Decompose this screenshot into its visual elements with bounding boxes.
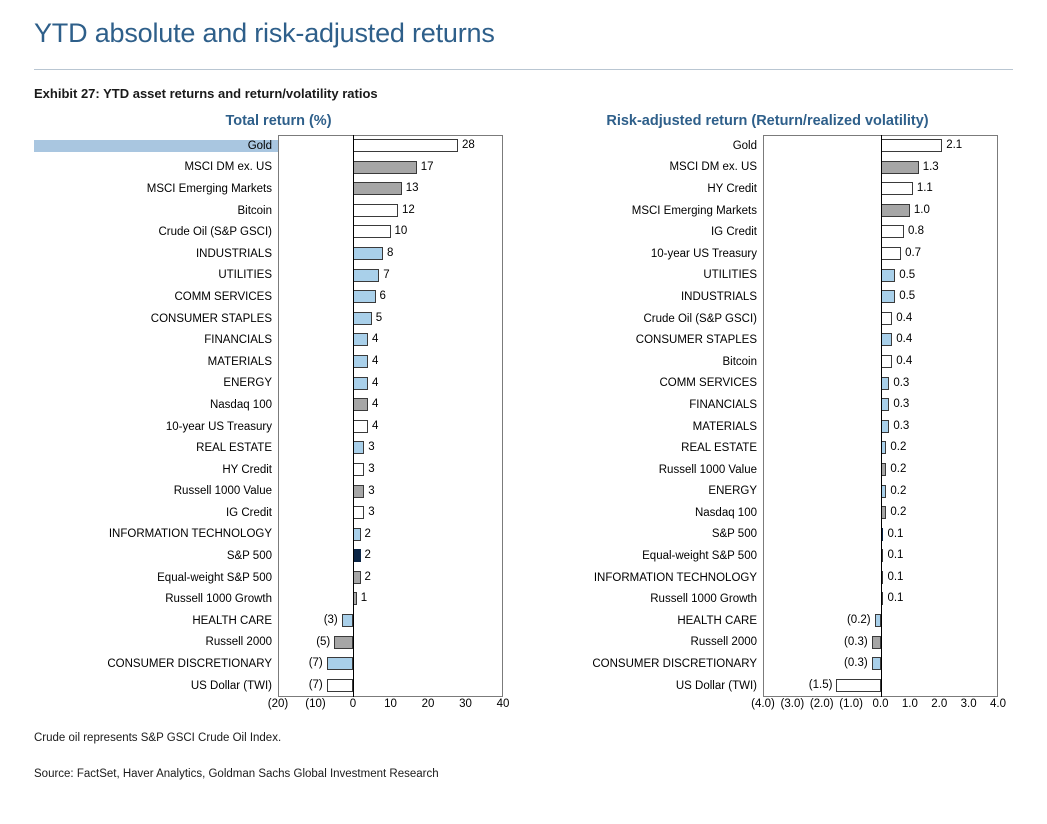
chart-row <box>523 243 1012 265</box>
category-label: IG Credit <box>710 226 757 239</box>
category-label: S&P 500 <box>226 550 272 563</box>
category-label: Crude Oil (S&P GSCI) <box>158 226 272 239</box>
bar <box>353 161 417 174</box>
chart-row <box>34 567 523 589</box>
bar-plot-cell <box>278 394 503 416</box>
bar-value-label: 4 <box>372 376 379 389</box>
category-label: CONSUMER DISCRETIONARY <box>592 658 757 671</box>
bar <box>353 571 361 584</box>
bar-value-label: 0.1 <box>887 592 904 605</box>
chart-row <box>523 610 1012 632</box>
chart-row <box>523 653 1012 675</box>
chart-row <box>523 481 1012 503</box>
bar-value-label: (7) <box>308 657 323 670</box>
bar-value-label: 1.0 <box>913 203 930 216</box>
bar <box>353 485 364 498</box>
bar-plot-cell <box>278 157 503 179</box>
charts-container <box>34 113 1013 714</box>
chart-title-risk-adjusted-return: Risk-adjusted return (Return/realized volatility) <box>606 113 929 129</box>
category-label: INFORMATION TECHNOLOGY <box>108 528 272 541</box>
bar-plot-cell <box>278 502 503 524</box>
bar <box>353 398 368 411</box>
bar <box>353 139 458 152</box>
bar <box>881 312 893 325</box>
bar-value-label: 7 <box>383 268 390 281</box>
bar <box>881 290 896 303</box>
bar-value-label: 4 <box>372 354 379 367</box>
category-label: HY Credit <box>222 463 272 476</box>
source-line: Source: FactSet, Haver Analytics, Goldman Sachs Global Investment Research <box>34 768 439 781</box>
bar <box>836 679 880 692</box>
bar-value-label: 0.1 <box>887 549 904 562</box>
chart-row <box>34 329 523 351</box>
bar-value-label: 2 <box>364 570 371 583</box>
x-tick-label: 2.0 <box>931 698 948 711</box>
category-label: Equal-weight S&P 500 <box>157 571 272 584</box>
bar-value-label: 2 <box>364 527 371 540</box>
bar <box>353 333 368 346</box>
bar-plot-cell <box>278 653 503 675</box>
bar <box>353 441 364 454</box>
chart-row <box>34 459 523 481</box>
chart-row <box>523 221 1012 243</box>
bar <box>327 679 353 692</box>
bar-value-label: 3 <box>368 484 375 497</box>
bar-value-label: 3 <box>368 462 375 475</box>
bar-value-label: 0.2 <box>890 441 907 454</box>
bar <box>881 398 890 411</box>
bar <box>353 420 368 433</box>
chart-row <box>34 481 523 503</box>
bar <box>881 355 893 368</box>
bar-value-label: 0.1 <box>887 570 904 583</box>
bar-value-label: 0.2 <box>890 506 907 519</box>
chart-row <box>523 157 1012 179</box>
chart-row <box>523 437 1012 459</box>
category-label: Russell 2000 <box>690 636 757 649</box>
bar <box>881 377 890 390</box>
chart-body-total-return <box>34 135 523 714</box>
bar-value-label: 0.7 <box>905 246 922 259</box>
bar <box>353 549 361 562</box>
x-tick-label: 0 <box>349 698 357 711</box>
category-label: Nasdaq 100 <box>209 398 272 411</box>
x-tick-label: 4.0 <box>990 698 1006 711</box>
x-tick-label: 1.0 <box>901 698 918 711</box>
bar-plot-cell <box>278 459 503 481</box>
bar-value-label: 0.4 <box>896 333 913 346</box>
bar-plot-cell <box>278 200 503 222</box>
chart-row <box>34 286 523 308</box>
bar-plot-cell <box>278 308 503 330</box>
bar <box>353 377 368 390</box>
category-label: UTILITIES <box>703 269 757 282</box>
bar-rows <box>34 135 523 696</box>
chart-row <box>34 610 523 632</box>
bar <box>342 614 353 627</box>
bar <box>872 657 881 670</box>
category-label: COMM SERVICES <box>659 377 757 390</box>
x-tick-label: 40 <box>496 698 510 711</box>
bar-plot-cell <box>278 481 503 503</box>
category-label: HY Credit <box>707 182 757 195</box>
bar <box>881 247 902 260</box>
bar-plot-cell <box>278 632 503 654</box>
category-label: REAL ESTATE <box>681 442 757 455</box>
chart-row <box>523 178 1012 200</box>
bar-value-label: 0.4 <box>896 354 913 367</box>
bar-plot-cell <box>278 178 503 200</box>
bar <box>353 463 364 476</box>
chart-row <box>34 545 523 567</box>
category-label: INFORMATION TECHNOLOGY <box>593 571 757 584</box>
bar <box>353 355 368 368</box>
chart-risk-adjusted-return <box>523 113 1012 714</box>
category-label: MATERIALS <box>692 420 757 433</box>
x-tick-label: (1.0) <box>839 698 863 711</box>
chart-row <box>34 221 523 243</box>
title-divider <box>34 69 1013 70</box>
exhibit-title: Exhibit 27: YTD asset returns and return/volatility ratios <box>34 86 378 101</box>
category-label: MSCI DM ex. US <box>669 161 757 174</box>
bar-plot-cell <box>278 416 503 438</box>
chart-row <box>34 437 523 459</box>
category-label: 10-year US Treasury <box>165 420 272 433</box>
category-label: IG Credit <box>225 506 272 519</box>
chart-row <box>523 329 1012 351</box>
bar-plot-cell <box>278 221 503 243</box>
bar <box>353 204 398 217</box>
bar <box>872 636 881 649</box>
chart-row <box>523 373 1012 395</box>
category-label: Russell 1000 Growth <box>650 593 757 606</box>
bar <box>881 420 890 433</box>
category-label: US Dollar (TWI) <box>190 679 272 692</box>
bar-value-label: 4 <box>372 333 379 346</box>
category-label: Russell 1000 Value <box>173 485 272 498</box>
category-label: Nasdaq 100 <box>694 506 757 519</box>
chart-row <box>523 567 1012 589</box>
bar <box>327 657 353 670</box>
bar-plot-cell <box>278 373 503 395</box>
category-label: Crude Oil (S&P GSCI) <box>643 312 757 325</box>
category-label: Russell 1000 Growth <box>165 593 272 606</box>
bar-value-label: (7) <box>308 678 323 691</box>
bar-value-label: 1.3 <box>922 160 939 173</box>
bar-plot-cell <box>278 329 503 351</box>
bar-plot-cell <box>278 524 503 546</box>
bar <box>353 506 364 519</box>
chart-row <box>523 675 1012 697</box>
bar <box>881 161 919 174</box>
page-title: YTD absolute and risk-adjusted returns <box>34 18 495 48</box>
bar-value-label: 1 <box>360 592 368 605</box>
bar-value-label: 0.5 <box>899 268 916 281</box>
category-label: MATERIALS <box>207 355 272 368</box>
chart-row <box>34 200 523 222</box>
chart-row <box>523 588 1012 610</box>
bar-plot-cell <box>278 243 503 265</box>
bar-value-label: (3) <box>323 614 338 627</box>
bar-value-label: 0.4 <box>896 311 913 324</box>
chart-row <box>34 243 523 265</box>
bar-value-label: 28 <box>462 139 475 151</box>
x-tick-label: 30 <box>459 698 472 711</box>
chart-total-return <box>34 113 523 714</box>
bar-value-label: 0.5 <box>899 290 916 303</box>
category-label: Bitcoin <box>237 204 272 217</box>
chart-row <box>34 351 523 373</box>
bar-value-label: 0.3 <box>893 398 910 411</box>
bar <box>353 225 391 238</box>
bar-value-label: (1.5) <box>808 678 833 691</box>
bar <box>881 269 896 282</box>
x-tick-label: 20 <box>421 698 435 711</box>
bar-value-label: (0.3) <box>844 657 868 670</box>
chart-row <box>523 200 1012 222</box>
bar-value-label: 6 <box>379 290 386 303</box>
category-label: FINANCIALS <box>204 334 272 347</box>
category-label: Gold <box>34 140 278 152</box>
chart-row <box>34 308 523 330</box>
chart-row <box>34 157 523 179</box>
bar-value-label: 3 <box>368 441 375 454</box>
category-label: Equal-weight S&P 500 <box>642 550 757 563</box>
chart-row <box>34 524 523 546</box>
chart-row <box>34 588 523 610</box>
bar <box>353 312 372 325</box>
chart-row <box>523 265 1012 287</box>
bar <box>334 636 353 649</box>
bar-plot-cell <box>278 286 503 308</box>
chart-row <box>523 459 1012 481</box>
bar-value-label: 2 <box>364 549 371 562</box>
category-label: INDUSTRIALS <box>195 247 272 260</box>
bar-value-label: (0.3) <box>844 635 868 648</box>
bar-plot-cell <box>278 545 503 567</box>
bar-value-label: 3 <box>368 506 375 519</box>
chart-body-risk-adjusted-return <box>523 135 1012 714</box>
chart-row <box>34 416 523 438</box>
bar-value-label: 1.1 <box>916 182 933 195</box>
category-label: Gold <box>732 139 757 152</box>
bar-plot-cell <box>278 567 503 589</box>
bar-value-label: (0.2) <box>846 614 871 627</box>
chart-row <box>523 502 1012 524</box>
x-axis-ticks <box>34 696 523 714</box>
bar <box>353 247 383 260</box>
category-label: REAL ESTATE <box>196 442 272 455</box>
bar-value-label: 0.3 <box>893 376 910 389</box>
bar <box>353 528 361 541</box>
bar-value-label: 12 <box>402 203 415 216</box>
zero-axis-line <box>353 135 354 697</box>
x-tick-label: (3.0) <box>780 698 805 711</box>
category-label: INDUSTRIALS <box>680 290 757 303</box>
category-label: CONSUMER STAPLES <box>635 334 757 347</box>
category-label: Bitcoin <box>722 355 757 368</box>
chart-row <box>523 394 1012 416</box>
x-tick-label: 10 <box>384 698 397 711</box>
chart-row <box>523 545 1012 567</box>
bar-value-label: 0.8 <box>908 225 924 238</box>
x-tick-label: (4.0) <box>751 698 775 711</box>
chart-row <box>34 675 523 697</box>
chart-row <box>523 416 1012 438</box>
bar-plot-cell <box>278 588 503 610</box>
bar <box>353 182 402 195</box>
bar-plot-cell <box>278 675 503 697</box>
bar <box>881 204 910 217</box>
x-tick-label: (2.0) <box>809 698 834 711</box>
bar <box>881 333 893 346</box>
x-tick-label: 0.0 <box>872 698 889 711</box>
category-label: MSCI DM ex. US <box>184 161 272 174</box>
chart-row <box>523 632 1012 654</box>
category-label: UTILITIES <box>218 269 272 282</box>
chart-row <box>523 286 1012 308</box>
bar <box>353 269 379 282</box>
chart-row <box>34 265 523 287</box>
chart-row <box>34 653 523 675</box>
bar-value-label: 8 <box>387 246 394 259</box>
chart-row <box>523 308 1012 330</box>
bar-plot-cell <box>278 265 503 287</box>
bar-plot-cell <box>278 610 503 632</box>
chart-title-total-return: Total return (%) <box>225 113 332 129</box>
chart-row <box>523 135 1012 157</box>
category-label: Russell 1000 Value <box>658 463 757 476</box>
bar-value-label: 13 <box>405 182 419 195</box>
chart-row <box>34 373 523 395</box>
chart-row <box>523 524 1012 546</box>
category-label: US Dollar (TWI) <box>675 679 757 692</box>
bar-value-label: 0.3 <box>893 419 910 432</box>
category-label: Russell 2000 <box>205 636 272 649</box>
bar-plot-cell <box>278 437 503 459</box>
x-axis-ticks <box>523 696 1012 714</box>
x-tick-label: (20) <box>267 698 289 711</box>
category-label: ENERGY <box>223 377 272 390</box>
category-label: HEALTH CARE <box>192 614 272 627</box>
x-tick-label: (10) <box>305 698 326 711</box>
chart-row <box>34 135 523 157</box>
bar <box>881 225 905 238</box>
category-label: HEALTH CARE <box>677 614 757 627</box>
zero-axis-line <box>881 135 882 697</box>
chart-row <box>523 351 1012 373</box>
bar <box>881 139 943 152</box>
category-label: MSCI Emerging Markets <box>631 204 757 217</box>
bar <box>353 290 376 303</box>
bar-rows <box>523 135 1012 696</box>
bar-value-label: 10 <box>394 225 408 238</box>
chart-row <box>34 178 523 200</box>
category-label: S&P 500 <box>711 528 757 541</box>
category-label: FINANCIALS <box>689 398 757 411</box>
bar-value-label: 4 <box>372 398 379 411</box>
bar-plot-cell <box>278 135 503 157</box>
bar-value-label: 0.1 <box>887 527 904 540</box>
bar-value-label: 4 <box>372 419 379 432</box>
bar <box>881 182 913 195</box>
chart-row <box>34 502 523 524</box>
category-label: MSCI Emerging Markets <box>146 182 272 195</box>
footnote: Crude oil represents S&P GSCI Crude Oil Index. <box>34 732 282 745</box>
category-label: CONSUMER DISCRETIONARY <box>107 658 272 671</box>
x-tick-label: 3.0 <box>960 698 977 711</box>
bar-value-label: 17 <box>420 160 434 173</box>
category-label: 10-year US Treasury <box>650 247 757 260</box>
bar-value-label: 0.2 <box>890 462 907 475</box>
bar-value-label: (5) <box>316 635 331 648</box>
bar-value-label: 2.1 <box>946 139 963 151</box>
bar-plot-cell <box>278 351 503 373</box>
bar-value-label: 5 <box>375 311 383 324</box>
category-label: ENERGY <box>708 485 757 498</box>
chart-row <box>34 632 523 654</box>
bar-value-label: 0.2 <box>890 484 907 497</box>
chart-row <box>34 394 523 416</box>
category-label: COMM SERVICES <box>174 290 272 303</box>
category-label: CONSUMER STAPLES <box>150 312 272 325</box>
